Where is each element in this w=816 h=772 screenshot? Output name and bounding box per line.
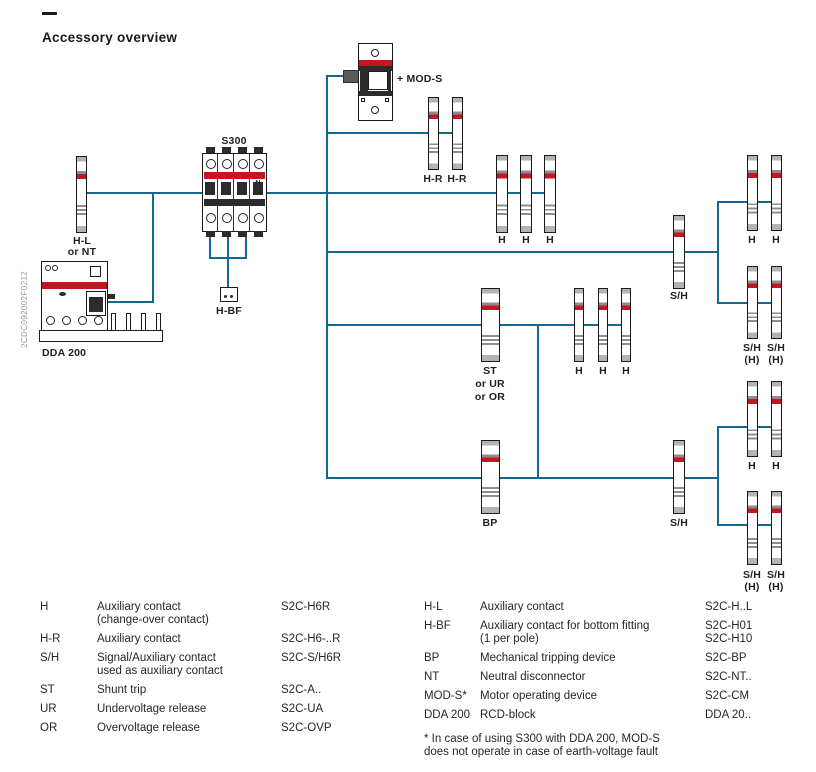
legend-left-part-st: S2C-A.. [281, 684, 322, 696]
label-sh-2: S/H [669, 517, 689, 529]
label-upper-shh-1a: S/H [742, 342, 762, 354]
module-h-group2-1 [574, 288, 584, 362]
label-hbf: H-BF [216, 305, 242, 317]
legend-right-part-dda: DDA 20.. [705, 709, 752, 721]
legend-right-key-bp: BP [424, 652, 440, 664]
module-lower-shh-2 [771, 491, 782, 565]
label-h-group2-1: H [575, 365, 583, 377]
module-sh-2 [673, 440, 685, 514]
legend-right-key-dda: DDA 200 [424, 709, 471, 721]
wire-bottom-branch [326, 477, 719, 479]
wire-lower-tree-vert [717, 426, 719, 526]
label-bp: BP [482, 517, 498, 529]
label-h-group2-2: H [599, 365, 607, 377]
legend-right-key-mods: MOD-S* [424, 690, 467, 702]
module-lower-h-2 [771, 381, 782, 457]
legend-left-desc-st: Shunt trip [97, 684, 147, 696]
legend-right-part-mods: S2C-CM [705, 690, 750, 702]
module-upper-h-2 [771, 155, 782, 231]
title-dash [42, 12, 57, 15]
wire-hr-branch [326, 132, 460, 134]
legend-left-key-st: ST [40, 684, 55, 696]
label-upper-h-1: H [748, 234, 756, 246]
legend-right-desc-bp: Mechanical tripping device [480, 652, 616, 664]
module-sh-1 [673, 215, 685, 289]
legend-left-key-h: H [40, 601, 49, 613]
module-h-group2-3 [621, 288, 631, 362]
legend-right-part-hbf-2: S2C-H10 [705, 633, 753, 645]
label-upper-shh-2b: (H) [768, 354, 784, 366]
device-s300 [202, 147, 267, 237]
wire-upper-tree-vert [717, 201, 719, 304]
label-sh-1: S/H [669, 290, 689, 302]
legend-left-key-ur: UR [40, 703, 57, 715]
document-side-code: 2CDC092002F0212 [20, 270, 29, 348]
module-upper-h-1 [747, 155, 758, 231]
label-st-line1: ST [483, 365, 497, 377]
wire-sh1-branch [326, 251, 719, 253]
wire-s300-drop-2 [227, 236, 229, 259]
module-lower-h-1 [747, 381, 758, 457]
wire-hbf-drop [227, 257, 229, 288]
module-upper-shh-2 [771, 266, 782, 339]
module-st [481, 288, 500, 362]
legend-right-key-nt: NT [424, 671, 440, 683]
legend-left-part-h: S2C-H6R [281, 601, 331, 613]
legend-left-key-or: OR [40, 722, 58, 734]
legend-footnote-line1: * In case of using S300 with DDA 200, MOD-S [424, 733, 660, 745]
wire-trunk [326, 75, 328, 479]
module-h-group1-3 [544, 155, 556, 233]
module-h-group2-2 [598, 288, 608, 362]
legend-left-desc-or: Overvoltage release [97, 722, 200, 734]
wire-mid-drop [537, 324, 539, 479]
legend-right-part-nt: S2C-NT.. [705, 671, 752, 683]
device-dda200 [39, 261, 169, 343]
label-upper-h-2: H [772, 234, 780, 246]
legend-right-part-bp: S2C-BP [705, 652, 747, 664]
legend-left-part-hr: S2C-H6-..R [281, 633, 341, 645]
legend-left-part-sh: S2C-S/H6R [281, 652, 342, 664]
legend-right-part-hbf-1: S2C-H01 [705, 620, 753, 632]
module-h-r-1 [428, 97, 439, 170]
label-h-group1-2: H [522, 234, 530, 246]
legend-left-part-or: S2C-OVP [281, 722, 332, 734]
module-upper-shh-1 [747, 266, 758, 339]
module-h-l [76, 156, 87, 233]
label-hl-line1: H-L [72, 235, 92, 247]
label-lower-shh-1a: S/H [742, 569, 762, 581]
module-h-r-2 [452, 97, 463, 170]
legend-right-key-hbf: H-BF [424, 620, 451, 632]
label-h-group1-3: H [546, 234, 554, 246]
module-h-group1-2 [520, 155, 532, 233]
label-upper-shh-2a: S/H [766, 342, 786, 354]
label-lower-shh-2a: S/H [766, 569, 786, 581]
legend-left-key-sh: S/H [40, 652, 60, 664]
page-title: Accessory overview [42, 30, 178, 45]
label-hr-1: H-R [423, 173, 443, 185]
legend-right-desc-hl: Auxiliary contact [480, 601, 564, 613]
module-bp [481, 440, 500, 514]
label-hl-line2: or NT [67, 246, 97, 258]
label-lower-shh-2b: (H) [768, 581, 784, 593]
label-lower-h-1: H [748, 460, 756, 472]
label-dda200: DDA 200 [42, 347, 87, 359]
legend-right-desc-hbf-1: Auxiliary contact for bottom fitting [480, 620, 650, 632]
label-mod-s: + MOD-S [397, 73, 443, 85]
legend-right-desc-hbf-2: (1 per pole) [480, 633, 539, 645]
wire-s300-drop-1 [209, 236, 211, 259]
module-lower-shh-1 [747, 491, 758, 565]
module-h-group1-1 [496, 155, 508, 233]
legend-left-desc-ur: Undervoltage release [97, 703, 207, 715]
label-h-group1-1: H [498, 234, 506, 246]
legend-left-desc-h-2: (change-over contact) [97, 614, 209, 626]
label-lower-shh-1b: (H) [744, 581, 760, 593]
device-h-bf [220, 287, 238, 302]
legend-left-part-ur: S2C-UA [281, 703, 324, 715]
legend-right-part-hl: S2C-H..L [705, 601, 753, 613]
legend-left-desc-sh-1: Signal/Auxiliary contact [97, 652, 216, 664]
label-st-line2: or UR [475, 378, 505, 390]
label-s300: S300 [221, 135, 247, 147]
label-st-line3: or OR [474, 391, 506, 403]
legend-left-key-hr: H-R [40, 633, 61, 645]
legend-left-desc-hr: Auxiliary contact [97, 633, 181, 645]
legend-left-desc-sh-2: used as auxiliary contact [97, 665, 223, 677]
label-hr-2: H-R [447, 173, 467, 185]
legend-left-desc-h-1: Auxiliary contact [97, 601, 181, 613]
legend-right-desc-dda: RCD-block [480, 709, 536, 721]
label-h-group2-3: H [622, 365, 630, 377]
legend-right-desc-mods: Motor operating device [480, 690, 597, 702]
device-mod-s [343, 43, 393, 121]
label-upper-shh-1b: (H) [744, 354, 760, 366]
wire-s300-drop-3 [245, 236, 247, 259]
legend-right-key-hl: H-L [424, 601, 443, 613]
legend-right-desc-nt: Neutral disconnector [480, 671, 586, 683]
label-lower-h-2: H [772, 460, 780, 472]
legend-footnote-line2: does not operate in case of earth-voltage fault [424, 746, 658, 758]
